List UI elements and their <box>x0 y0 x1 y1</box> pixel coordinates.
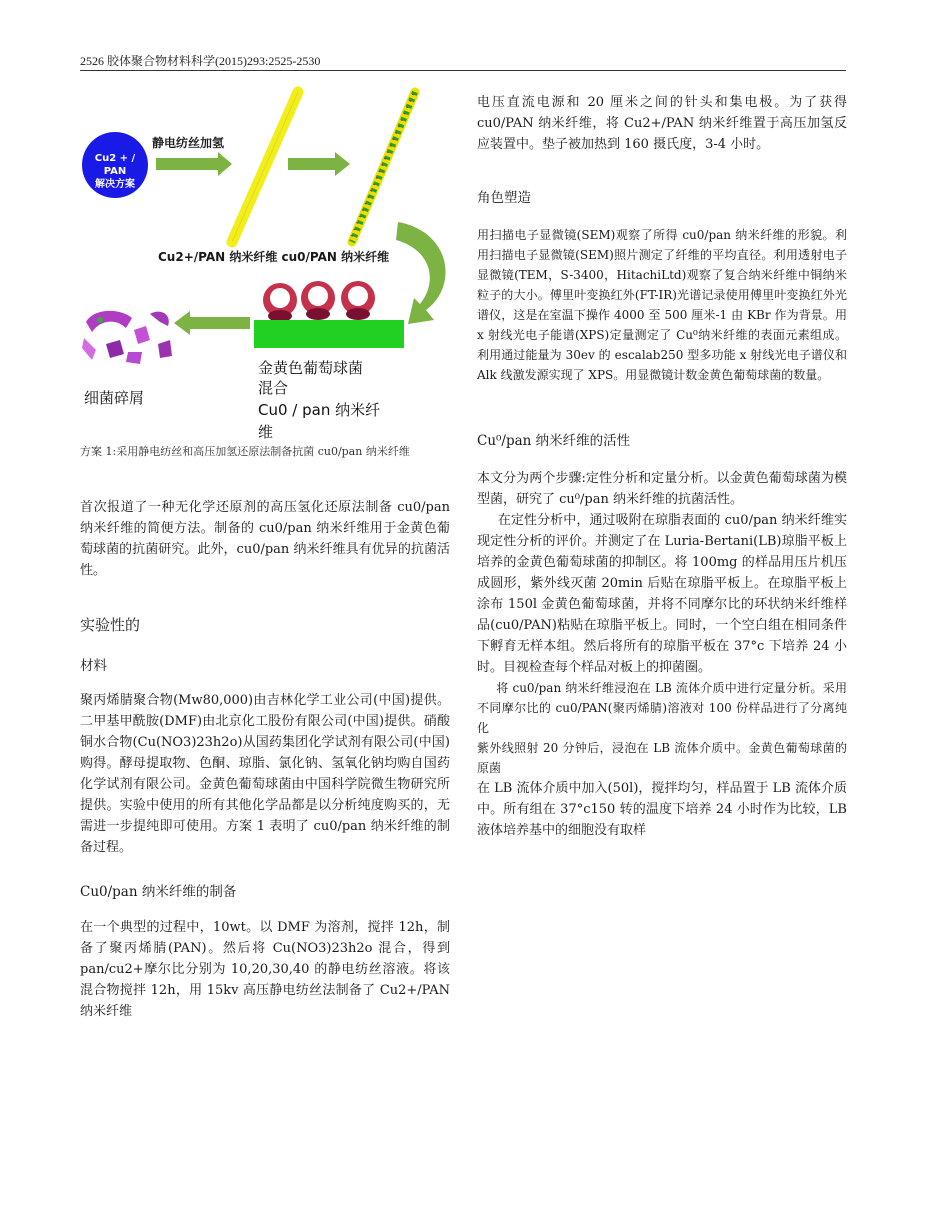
materials-wrap <box>80 690 450 858</box>
activity-paragraph-4: 紫外线照射 20 分钟后，浸泡在 LB 流体介质中。金黄色葡萄球菌的原菌 <box>477 741 847 775</box>
bacteria-debris <box>82 311 172 364</box>
heading-characterization: 角色塑造 <box>477 190 531 206</box>
scheme-caption: 方案 1:采用静电纺丝和高压加氢还原法制备抗菌 cu0/pan 纳米纤维 <box>80 445 410 458</box>
right-paragraph-1: 电压直流电源和 20 厘米之间的针头和集电极。为了获得 cu0/PAN 纳米纤维，将 Cu2+/PAN 纳米纤维置于高压加氢反应装置中。垫子被加热到 160 摄氏度，3-4 小时。 <box>477 95 847 152</box>
arrow-left <box>174 311 250 335</box>
char-heading-wrap <box>477 188 847 208</box>
arrow-right-2 <box>288 152 350 176</box>
preparation-paragraph: 在一个典型的过程中，10wt。以 DMF 为溶剂，搅拌 12h，制备了聚丙烯腈(PAN)。然后将 Cu(NO3)23h2o 混合，得到 pan/cu2+摩尔比分别为 10,20,30,40 的静电纺丝溶液。将该混合物搅拌 12h，用 15kv 高压静电纺丝法制备了 Cu2+/PAN 纳米纤维 <box>80 920 450 1019</box>
mix-label-2: 混合 <box>258 379 289 397</box>
debris-label: 细菌碎屑 <box>84 389 145 407</box>
characterization-paragraph: 用扫描电子显微镜(SEM)观察了所得 cu0/pan 纳米纤维的形貌。利用扫描电子显微镜(SEM)照片测定了纤维的平均直径。利用透射电子显微镜(TEM，S-3400，HitachiLtd)观察了复合纳米纤维中铜纳米粒子的大小。傅里叶变换红外(FT-IR)光谱记录使用傅里叶变换红外光谱仪，这是在室温下操作 4000 至 500 厘米-1 由 KBr 作为背景。用 x 射线光电子能谱(XPS)定量测定了 Cu⁰纳米纤维的表面元素组成。利用通过能量为 30ev 的 escalab250 型多功能 x 射线光电子谱仪和 Alk 线激发源实现了 XPS。用显微镜计数金黄色葡萄球菌的数量。 <box>477 228 847 382</box>
prep-heading-wrap <box>80 882 450 902</box>
mix-label-4: 维 <box>258 423 274 441</box>
circle-line-2: 解决方案 <box>95 179 135 190</box>
mix-label-3: Cu0 / pan 纳米纤 <box>258 401 381 419</box>
experimental-heading-wrap <box>80 614 450 636</box>
activity-paragraph-3: 将 cu0/pan 纳米纤维浸泡在 LB 流体介质中进行定量分析。采用不同摩尔比的 cu0/PAN(聚丙烯腈)溶液对 100 份样品进行了分离纯化 <box>477 681 847 735</box>
activity-heading-wrap <box>477 431 847 451</box>
mix-label-1: 金黄色葡萄球菌 <box>258 359 364 377</box>
left-column <box>80 497 450 581</box>
circle-line-1: Cu2 + / PAN <box>94 153 136 177</box>
activity-paragraph-1: 本文分为两个步骤:定性分析和定量分析。以金黄色葡萄球菌为模型菌，研究了 cu⁰/pan 纳米纤维的抗菌活性。 <box>477 471 847 507</box>
arrow-right-1 <box>156 152 232 176</box>
solution-circle <box>82 132 148 198</box>
activity-wrap <box>477 468 847 841</box>
running-header: 2526 胶体聚合物材料科学(2015)293:2525-2530 <box>80 54 321 68</box>
intro-paragraph: 首次报道了一种无化学还原剂的高压氢化还原法制备 cu0/pan 纳米纤维的简便方法。制备的 cu0/pan 纳米纤维用于金黄色葡萄球菌的抗菌研究。此外，cu0/pan 纳米纤维具有优异的抗菌活性。 <box>80 500 450 578</box>
activity-paragraph-2: 在定性分析中，通过吸附在琼脂表面的 cu0/pan 纳米纤维实现定性分析的评价。并测定了在 Luria-Bertani(LB)琼脂平板上培养的金黄色葡萄球菌的抑制区。将 100mg 的样品用压片机压成圆形，紫外线灭菌 20min 后贴在琼脂平板上。在琼脂平板上涂布 150l 金黄色葡萄球菌，并将不同摩尔比的环状纳米纤维样品(cu0/PAN)粘贴在琼脂平板上。同时，一个空白组在相同条件下孵育无样本组。然后将所有的琼脂平板在 37°c 下培养 24 小时。目视检查每个样品对板上的抑菌圈。 <box>477 513 847 675</box>
char-wrap <box>477 225 847 385</box>
green-fiber-bar <box>254 320 404 348</box>
scheme-figure <box>80 82 460 440</box>
activity-paragraph-5: 在 LB 流体介质中加入(50l)，搅拌均匀，样品置于 LB 流体介质中。所有组在 37°c150 转的温度下培养 24 小时作为比较，LB 液体培养基中的细胞没有取样 <box>477 781 847 838</box>
heading-preparation: Cu0/pan 纳米纤维的制备 <box>80 884 237 900</box>
materials-heading-wrap <box>80 656 450 676</box>
curved-arrow <box>396 222 446 324</box>
right-p1-wrap <box>477 92 847 155</box>
fiber-label: Cu2+/PAN 纳米纤维 cu0/PAN 纳米纤维 <box>158 250 390 264</box>
coated-fiber <box>352 92 415 242</box>
materials-paragraph: 聚丙烯腈聚合物(Mw80,000)由吉林化学工业公司(中国)提供。二甲基甲酰胺(DMF)由北京化工股份有限公司(中国)提供。硝酸铜水合物(Cu(NO3)23h2o)从国药集团化学试剂有限公司(中国)购得。酵母提取物、色酮、琼脂、氯化钠、氢氧化钠均购自国药化学试剂有限公司。金黄色葡萄球菌由中国科学院微生物研究所提供。实验中使用的所有其他化学品都是以分析纯度购买的，无需进一步提纯即可使用。方案 1 表明了 cu0/pan 纳米纤维的制备过程。 <box>80 693 450 855</box>
heading-experimental: 实验性的 <box>80 616 141 634</box>
header-rule <box>80 70 846 71</box>
bacteria-cells <box>263 281 375 322</box>
heading-activity: Cu⁰/pan 纳米纤维的活性 <box>477 433 631 449</box>
electrospinning-label: 静电纺丝加氢 <box>152 136 225 150</box>
heading-materials: 材料 <box>80 658 107 674</box>
prep-wrap <box>80 917 450 1022</box>
